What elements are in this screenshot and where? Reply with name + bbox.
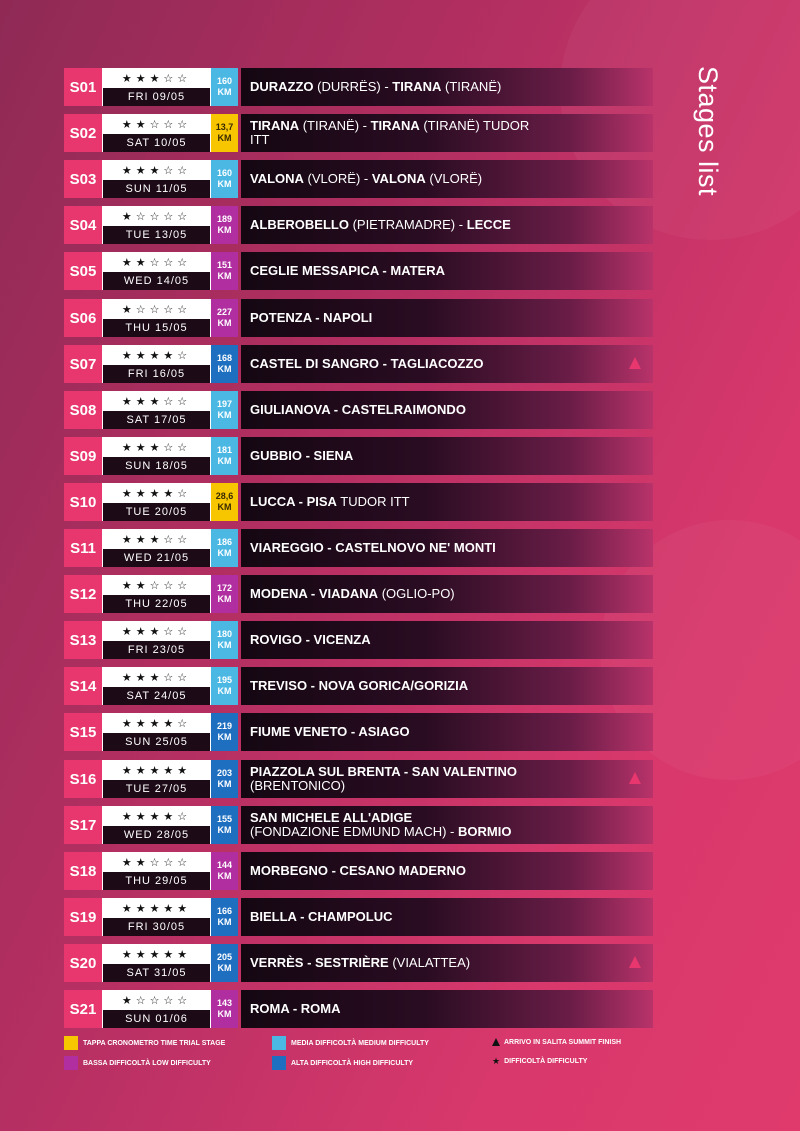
stage-route <box>241 760 653 798</box>
route-text: (TIRANË) TUDOR <box>419 118 530 133</box>
route-line <box>250 403 623 417</box>
stage-date: FRI 09/05 <box>103 88 210 106</box>
stage-route <box>241 944 653 982</box>
route-text: TUDOR ITT <box>336 494 410 509</box>
route-line <box>250 449 623 463</box>
summit-finish-icon <box>629 956 641 968</box>
stage-date: FRI 30/05 <box>103 918 210 936</box>
stage-row[interactable] <box>64 667 653 705</box>
difficulty-stars: ★★★☆☆ <box>121 395 192 408</box>
stage-row[interactable] <box>64 621 653 659</box>
difficulty-stars: ★★★☆☆ <box>121 441 192 454</box>
stage-date: TUE 13/05 <box>103 226 210 244</box>
stage-distance <box>211 299 238 337</box>
stage-route <box>241 990 653 1028</box>
stage-date-box <box>102 667 211 705</box>
route-text: VALONA <box>250 171 304 186</box>
route-text: CEGLIE MESSAPICA - MATERA <box>250 263 446 278</box>
distance-value: 151 <box>216 260 233 270</box>
distance-unit: KM <box>217 410 232 420</box>
difficulty-stars: ★☆☆☆☆ <box>121 210 192 223</box>
distance-value: 172 <box>216 583 233 593</box>
stage-number: S02 <box>64 114 102 152</box>
difficulty-stars: ★☆☆☆☆ <box>121 303 192 316</box>
stage-route <box>241 68 653 106</box>
route-line <box>250 956 623 970</box>
route-text: (OGLIO-PO) <box>378 586 455 601</box>
route-text: SAN MICHELE ALL'ADIGE <box>250 810 413 825</box>
stage-route <box>241 667 653 705</box>
stage-date: SAT 17/05 <box>103 411 210 429</box>
stage-route <box>241 160 653 198</box>
distance-value: 144 <box>216 860 233 870</box>
difficulty-stars: ★★★★☆ <box>121 717 192 730</box>
route-line <box>250 119 623 133</box>
stage-distance <box>211 990 238 1028</box>
difficulty-stars: ★★☆☆☆ <box>121 118 192 131</box>
distance-unit: KM <box>217 732 232 742</box>
legend-difficulty <box>492 1056 587 1067</box>
high-swatch <box>272 1056 286 1070</box>
difficulty-stars: ★★★★★ <box>121 948 192 961</box>
stage-distance <box>211 898 238 936</box>
stage-distance <box>211 206 238 244</box>
stage-date-box <box>102 345 211 383</box>
stage-route <box>241 437 653 475</box>
stage-row[interactable] <box>64 529 653 567</box>
difficulty-stars: ★☆☆☆☆ <box>121 994 192 1007</box>
distance-unit: KM <box>217 963 232 973</box>
stage-route <box>241 713 653 751</box>
stage-date: SAT 10/05 <box>103 134 210 152</box>
route-text: BORMIO <box>458 824 512 839</box>
distance-unit: KM <box>217 686 232 696</box>
distance-unit: KM <box>217 502 232 512</box>
distance-value: 160 <box>216 168 233 178</box>
stage-route <box>241 114 653 152</box>
route-text: (VLORË) <box>425 171 483 186</box>
legend-summit <box>492 1038 621 1046</box>
stage-number: S20 <box>64 944 102 982</box>
stage-date: SUN 18/05 <box>103 457 210 475</box>
stage-number: S16 <box>64 760 102 798</box>
route-line <box>250 541 623 555</box>
distance-value: 189 <box>216 214 233 224</box>
stage-row[interactable] <box>64 898 653 936</box>
route-line <box>250 133 623 147</box>
route-line <box>250 679 623 693</box>
stage-date: TUE 27/05 <box>103 780 210 798</box>
distance-value: 168 <box>216 353 233 363</box>
route-text: GIULIANOVA - CASTELRAIMONDO <box>250 402 466 417</box>
stage-date: WED 28/05 <box>103 826 210 844</box>
route-text: VERRÈS - SESTRIÈRE <box>250 955 389 970</box>
stage-date-box <box>102 391 211 429</box>
route-line <box>250 765 623 779</box>
stage-row[interactable] <box>64 437 653 475</box>
difficulty-stars: ★★★★☆ <box>121 349 192 362</box>
stage-route <box>241 575 653 613</box>
stage-distance <box>211 483 238 521</box>
route-line <box>250 264 623 278</box>
stage-date: WED 14/05 <box>103 272 210 290</box>
stage-distance <box>211 114 238 152</box>
stage-date-box <box>102 437 211 475</box>
stage-distance <box>211 944 238 982</box>
distance-unit: KM <box>217 271 232 281</box>
distance-value: 219 <box>216 721 233 731</box>
stage-row[interactable] <box>64 299 653 337</box>
stage-row[interactable] <box>64 68 653 106</box>
stage-number: S10 <box>64 483 102 521</box>
route-text: LECCE <box>466 217 511 232</box>
stage-distance <box>211 852 238 890</box>
stage-date: THU 15/05 <box>103 319 210 337</box>
route-text: ALBEROBELLO <box>250 217 349 232</box>
stage-number: S15 <box>64 713 102 751</box>
stage-number: S01 <box>64 68 102 106</box>
distance-unit: KM <box>217 640 232 650</box>
difficulty-stars: ★★★★☆ <box>121 810 192 823</box>
stage-date-box <box>102 852 211 890</box>
distance-unit: KM <box>217 87 232 97</box>
legend-medium <box>272 1036 429 1050</box>
stage-date-box <box>102 621 211 659</box>
distance-value: 205 <box>216 952 233 962</box>
stage-route <box>241 483 653 521</box>
distance-value: 160 <box>216 76 233 86</box>
difficulty-stars: ★★★☆☆ <box>121 72 192 85</box>
stage-route <box>241 621 653 659</box>
route-text: (VIALATTEA) <box>388 955 471 970</box>
difficulty-stars: ★★★★★ <box>121 902 192 915</box>
difficulty-stars: ★★★★★ <box>121 764 192 777</box>
distance-value: 186 <box>216 537 233 547</box>
legend-time-trial-label: TAPPA CRONOMETRO TIME TRIAL STAGE <box>83 1039 226 1047</box>
route-text: CASTEL DI SANGRO - TAGLIACOZZO <box>250 356 484 371</box>
stage-row[interactable] <box>64 483 653 521</box>
stage-row[interactable] <box>64 391 653 429</box>
route-text: (TIRANË) - <box>299 118 371 133</box>
stage-date: FRI 16/05 <box>103 365 210 383</box>
route-line <box>250 825 623 839</box>
distance-unit: KM <box>217 318 232 328</box>
distance-value: 143 <box>216 998 233 1008</box>
page-title: Stages list <box>693 66 723 197</box>
route-text: MODENA - VIADANA <box>250 586 379 601</box>
distance-value: 13,7 <box>215 122 234 132</box>
stage-number: S13 <box>64 621 102 659</box>
stage-distance <box>211 529 238 567</box>
stage-date-box <box>102 252 211 290</box>
stage-row[interactable] <box>64 760 653 798</box>
stage-date: SUN 01/06 <box>103 1010 210 1028</box>
stage-row[interactable] <box>64 575 653 613</box>
stage-date: SUN 11/05 <box>103 180 210 198</box>
route-text: GUBBIO - SIENA <box>250 448 354 463</box>
route-text: (DURRËS) - <box>313 79 393 94</box>
stage-date-box <box>102 114 211 152</box>
distance-unit: KM <box>217 594 232 604</box>
distance-unit: KM <box>217 364 232 374</box>
route-text: BIELLA - CHAMPOLUC <box>250 909 393 924</box>
route-line <box>250 311 623 325</box>
distance-unit: KM <box>217 779 232 789</box>
route-text: (PIETRAMADRE) - <box>348 217 467 232</box>
difficulty-stars: ★★☆☆☆ <box>121 256 192 269</box>
stage-number: S07 <box>64 345 102 383</box>
route-text: (FONDAZIONE EDMUND MACH) - <box>250 824 458 839</box>
stage-distance <box>211 806 238 844</box>
route-line <box>250 1002 623 1016</box>
stage-date: SAT 24/05 <box>103 687 210 705</box>
stage-row[interactable] <box>64 252 653 290</box>
route-text: (VLORË) - <box>303 171 372 186</box>
route-line <box>250 811 623 825</box>
route-line <box>250 495 623 509</box>
stage-number: S03 <box>64 160 102 198</box>
stage-number: S12 <box>64 575 102 613</box>
distance-unit: KM <box>217 225 232 235</box>
route-text: ITT <box>250 132 270 147</box>
stage-number: S04 <box>64 206 102 244</box>
route-text: PIAZZOLA SUL BRENTA - SAN VALENTINO <box>250 764 517 779</box>
stage-distance <box>211 667 238 705</box>
stage-distance <box>211 437 238 475</box>
difficulty-stars: ★★★★☆ <box>121 487 192 500</box>
stage-route <box>241 345 653 383</box>
difficulty-stars: ★★★☆☆ <box>121 533 192 546</box>
route-line <box>250 864 623 878</box>
distance-unit: KM <box>217 917 232 927</box>
difficulty-stars: ★★★☆☆ <box>121 625 192 638</box>
legend-low-label: BASSA DIFFICOLTÀ LOW DIFFICULTY <box>83 1059 211 1067</box>
distance-unit: KM <box>217 825 232 835</box>
stage-number: S06 <box>64 299 102 337</box>
stage-distance <box>211 160 238 198</box>
distance-value: 155 <box>216 814 233 824</box>
stage-route <box>241 852 653 890</box>
stage-date-box <box>102 160 211 198</box>
stage-route <box>241 391 653 429</box>
distance-value: 227 <box>216 307 233 317</box>
legend-time-trial <box>64 1036 225 1050</box>
stage-number: S05 <box>64 252 102 290</box>
route-text: (BRENTONICO) <box>250 778 346 793</box>
stage-date-box <box>102 944 211 982</box>
route-text: ROVIGO - VICENZA <box>250 632 371 647</box>
stage-date-box <box>102 529 211 567</box>
stage-route <box>241 898 653 936</box>
legend-difficulty-label: DIFFICOLTÀ DIFFICULTY <box>504 1058 588 1065</box>
medium-swatch <box>272 1036 286 1050</box>
difficulty-stars: ★★★☆☆ <box>121 671 192 684</box>
legend-high <box>272 1056 413 1070</box>
route-text: DURAZZO <box>250 79 314 94</box>
route-text: TIRANA <box>370 118 420 133</box>
route-text: MORBEGNO - CESANO MADERNO <box>250 863 466 878</box>
stage-row[interactable] <box>64 944 653 982</box>
route-line <box>250 779 623 793</box>
stage-date: FRI 23/05 <box>103 641 210 659</box>
difficulty-stars: ★★☆☆☆ <box>121 579 192 592</box>
stage-row[interactable] <box>64 852 653 890</box>
route-text: VIAREGGIO - CASTELNOVO NE' MONTI <box>250 540 496 555</box>
stage-route <box>241 529 653 567</box>
stage-date: SUN 25/05 <box>103 733 210 751</box>
stage-number: S18 <box>64 852 102 890</box>
difficulty-stars: ★★★☆☆ <box>121 164 192 177</box>
route-text: TIRANA <box>250 118 300 133</box>
distance-value: 181 <box>216 445 233 455</box>
legend <box>64 1036 664 1076</box>
route-line <box>250 357 623 371</box>
distance-unit: KM <box>217 1009 232 1019</box>
time-trial-swatch <box>64 1036 78 1050</box>
distance-value: 28,6 <box>215 491 234 501</box>
distance-unit: KM <box>217 871 232 881</box>
stage-row[interactable] <box>64 160 653 198</box>
route-text: ROMA - ROMA <box>250 1001 341 1016</box>
route-line <box>250 172 623 186</box>
stage-date-box <box>102 68 211 106</box>
distance-value: 195 <box>216 675 233 685</box>
stage-date: TUE 20/05 <box>103 503 210 521</box>
difficulty-star-icon: ★ <box>492 1056 501 1066</box>
stage-number: S19 <box>64 898 102 936</box>
stage-row[interactable] <box>64 806 653 844</box>
distance-unit: KM <box>217 179 232 189</box>
legend-low <box>64 1056 211 1070</box>
route-text: VALONA <box>371 171 426 186</box>
stage-row[interactable] <box>64 990 653 1028</box>
stage-date-box <box>102 483 211 521</box>
stage-route <box>241 252 653 290</box>
stage-date-box <box>102 806 211 844</box>
distance-unit: KM <box>217 548 232 558</box>
stage-distance <box>211 575 238 613</box>
route-text: POTENZA - NAPOLI <box>250 310 373 325</box>
stage-route <box>241 206 653 244</box>
stage-number: S08 <box>64 391 102 429</box>
stage-date-box <box>102 299 211 337</box>
stage-number: S11 <box>64 529 102 567</box>
stage-distance <box>211 760 238 798</box>
difficulty-stars: ★★☆☆☆ <box>121 856 192 869</box>
distance-unit: KM <box>217 456 232 466</box>
stage-date: THU 29/05 <box>103 872 210 890</box>
distance-unit: KM <box>217 133 232 143</box>
route-text: TIRANA <box>392 79 442 94</box>
legend-medium-label: MEDIA DIFFICOLTÀ MEDIUM DIFFICULTY <box>291 1039 429 1047</box>
distance-value: 180 <box>216 629 233 639</box>
route-line <box>250 587 623 601</box>
stage-row[interactable] <box>64 114 653 152</box>
summit-finish-icon <box>492 1038 500 1046</box>
stage-date-box <box>102 898 211 936</box>
stage-row[interactable] <box>64 206 653 244</box>
stage-distance <box>211 68 238 106</box>
stage-date-box <box>102 760 211 798</box>
stage-distance <box>211 345 238 383</box>
distance-value: 197 <box>216 399 233 409</box>
stage-date: WED 21/05 <box>103 549 210 567</box>
stage-date-box <box>102 713 211 751</box>
route-line <box>250 80 623 94</box>
route-line <box>250 910 623 924</box>
stage-row[interactable] <box>64 713 653 751</box>
stage-distance <box>211 252 238 290</box>
stage-date: SAT 31/05 <box>103 964 210 982</box>
stage-date-box <box>102 575 211 613</box>
route-text: FIUME VENETO - ASIAGO <box>250 724 410 739</box>
stage-route <box>241 299 653 337</box>
route-text: LUCCA - PISA <box>250 494 337 509</box>
route-line <box>250 218 623 232</box>
legend-summit-label: ARRIVO IN SALITA SUMMIT FINISH <box>504 1038 622 1046</box>
stage-date-box <box>102 990 211 1028</box>
route-text: TREVISO - NOVA GORICA/GORIZIA <box>250 678 469 693</box>
stage-number: S09 <box>64 437 102 475</box>
distance-value: 203 <box>216 768 233 778</box>
distance-value: 166 <box>216 906 233 916</box>
route-text: (TIRANË) <box>441 79 502 94</box>
stage-route <box>241 806 653 844</box>
stage-date-box <box>102 206 211 244</box>
stage-date: THU 22/05 <box>103 595 210 613</box>
route-line <box>250 725 623 739</box>
summit-finish-icon <box>629 357 641 369</box>
stage-row[interactable] <box>64 345 653 383</box>
stage-number: S21 <box>64 990 102 1028</box>
stage-number: S14 <box>64 667 102 705</box>
route-line <box>250 633 623 647</box>
stage-distance <box>211 391 238 429</box>
low-swatch <box>64 1056 78 1070</box>
legend-high-label: ALTA DIFFICOLTÀ HIGH DIFFICULTY <box>291 1059 414 1067</box>
stage-number: S17 <box>64 806 102 844</box>
stage-distance <box>211 713 238 751</box>
summit-finish-icon <box>629 772 641 784</box>
stage-distance <box>211 621 238 659</box>
